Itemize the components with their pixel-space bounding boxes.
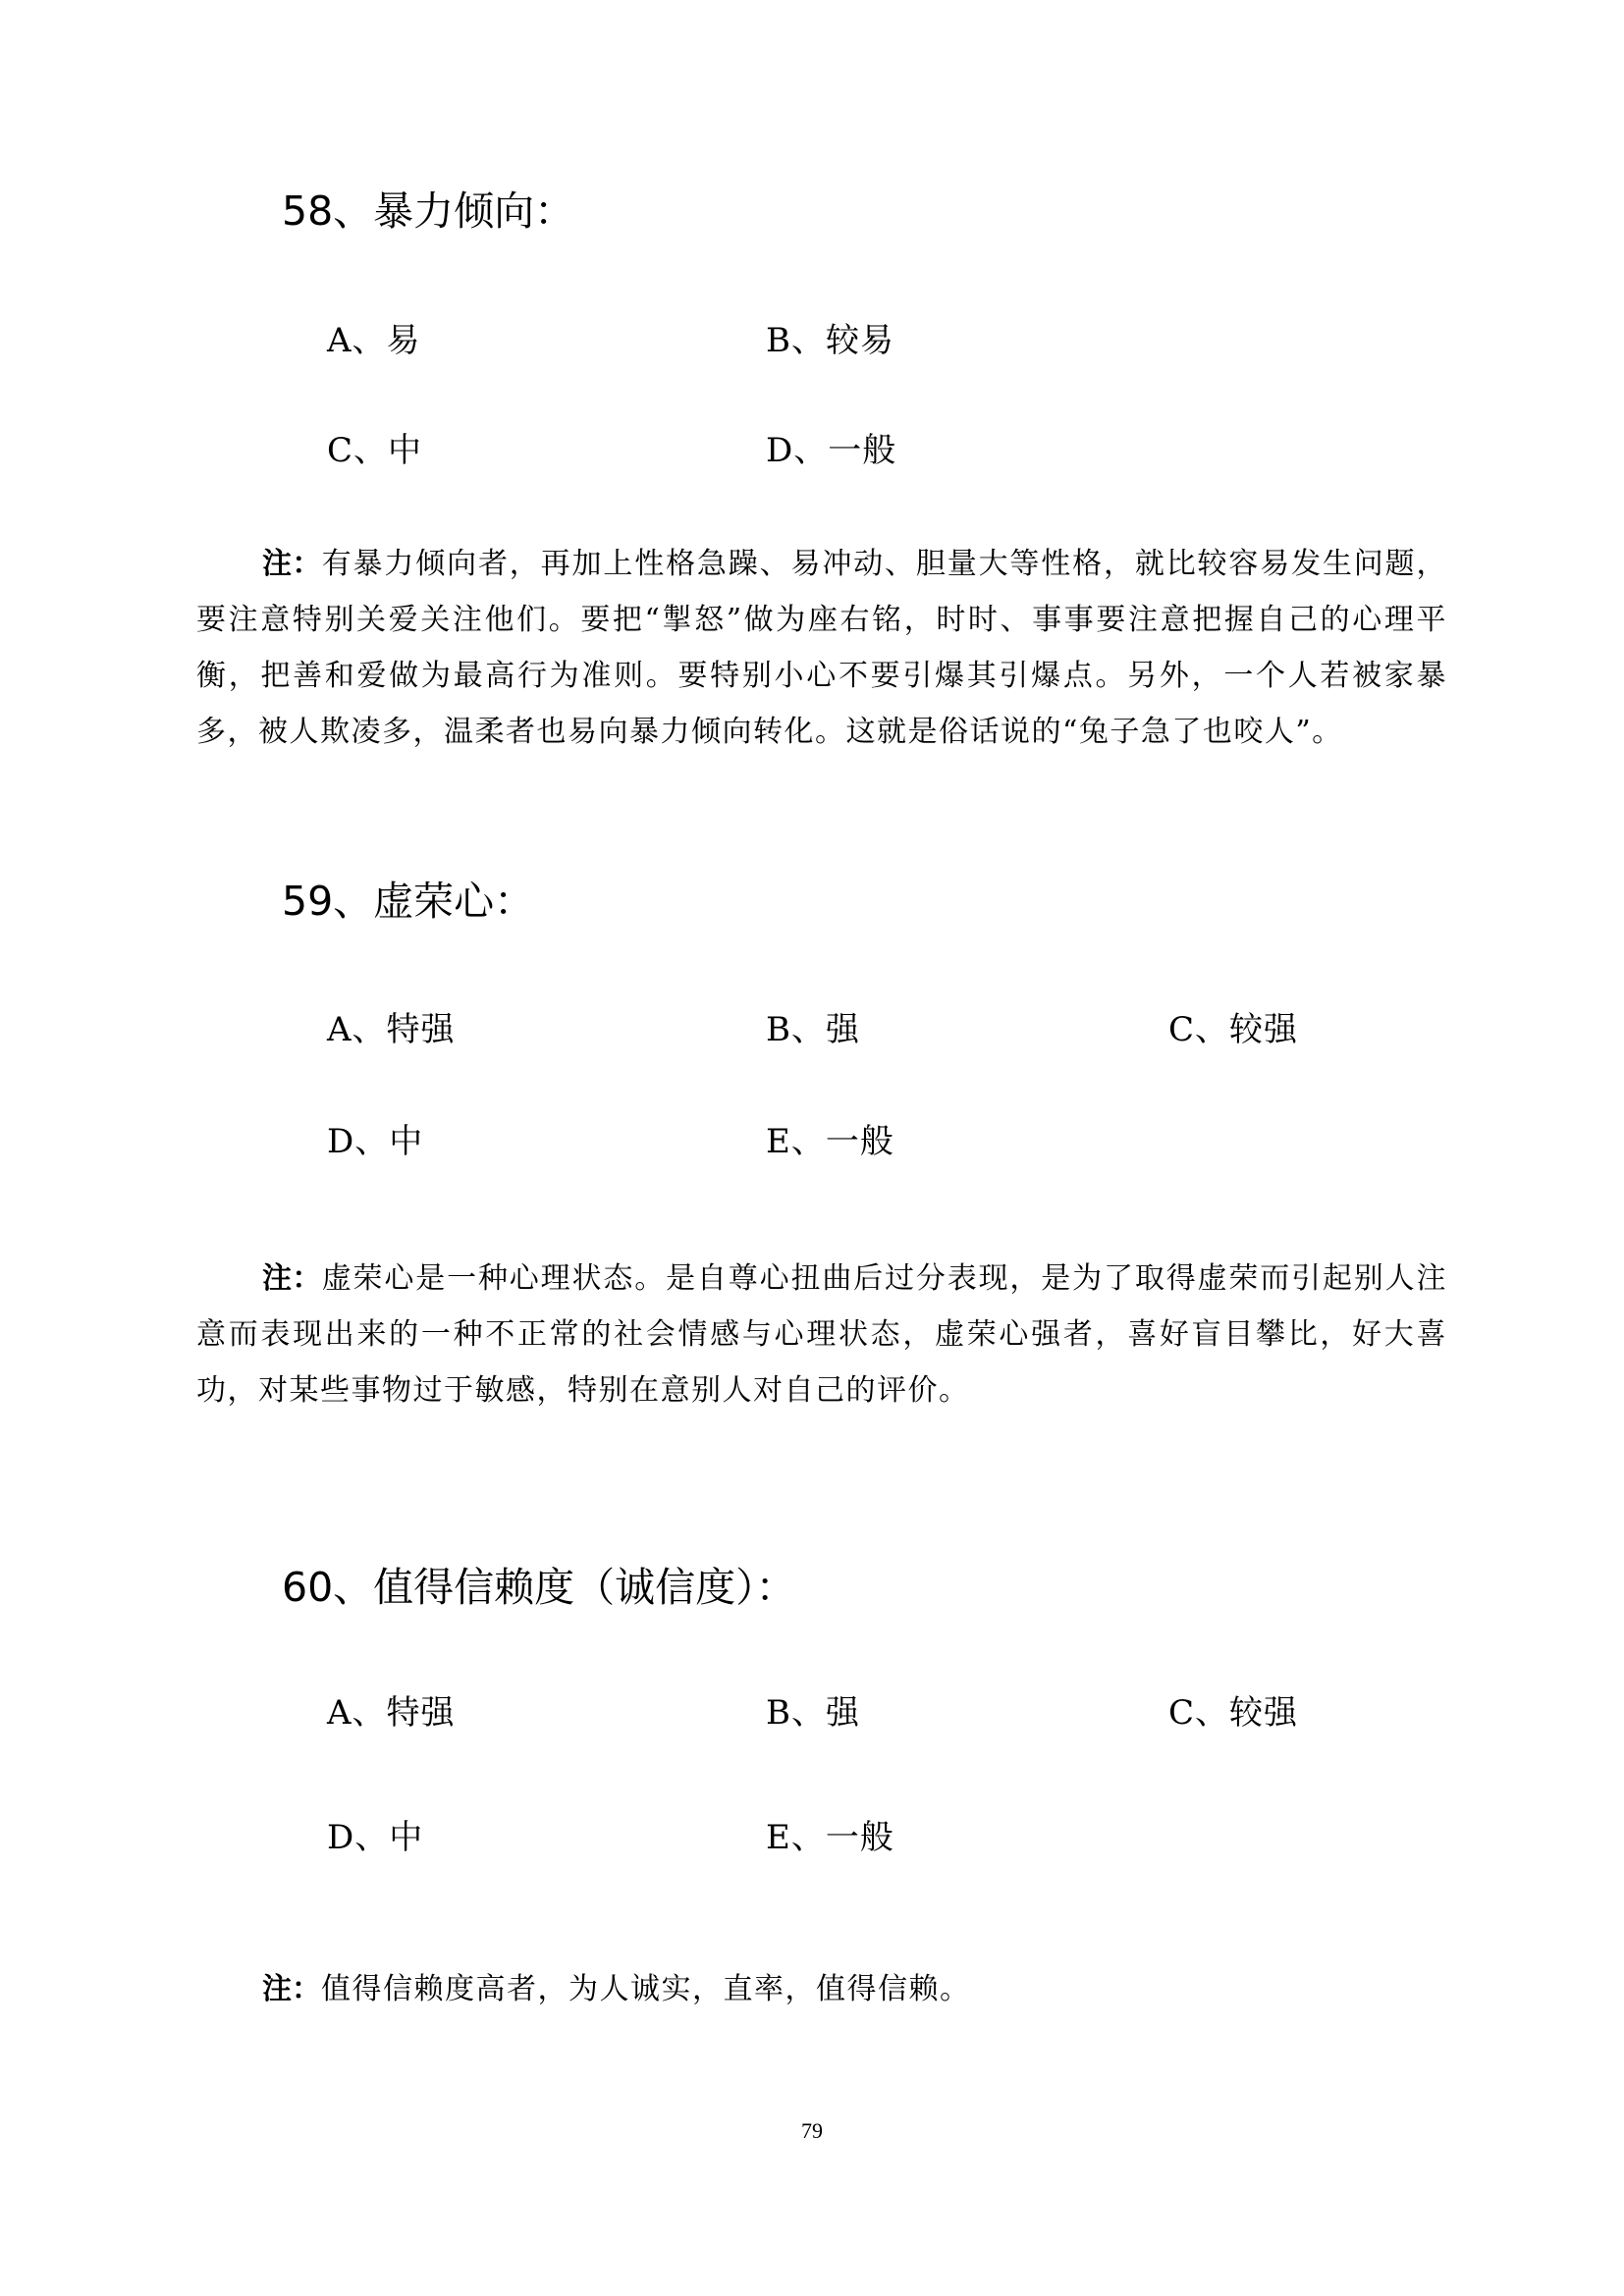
question-58-note [196, 536, 1447, 760]
question-59-option-c: C、较强 [1168, 1010, 1299, 1049]
question-59-title: 59、虚荣心： [282, 878, 535, 925]
question-60-option-b: B、强 [766, 1693, 860, 1733]
question-58-note-text: 有暴力倾向者，再加上性格急躁、易冲动、胆量大等性格，就比较容易发生问题，要注意特别关爱关注他们。要把“掣怒”做为座右铭，时时、事事要注意把握自己的心理平衡，把善和爱做为最高行为准则。要特别小心不要引爆其引爆点。另外，一个人若被家暴多，被人欺凌多，温柔者也易向暴力倾向转化。这就是俗话说的“兔子急了也咬人”。 [196, 547, 1447, 749]
question-60-option-e: E、一般 [766, 1818, 894, 1857]
question-58-note-label: 注： [262, 547, 322, 581]
question-58-option-b: B、较易 [766, 321, 894, 360]
question-60-note-text: 值得信赖度高者，为人诚实，直率，值得信赖。 [321, 1972, 971, 2006]
question-58-option-a: A、易 [327, 321, 421, 360]
question-59-note-text: 虚荣心是一种心理状态。是自尊心扭曲后过分表现，是为了取得虚荣而引起别人注意而表现出来的一种不正常的社会情感与心理状态，虚荣心强者，喜好盲目攀比，好大喜功，对某些事物过于敏感，特别在意别人对自己的评价。 [196, 1261, 1447, 1408]
question-60-option-c: C、较强 [1168, 1693, 1299, 1733]
question-60-option-d: D、中 [327, 1818, 424, 1857]
question-59-option-a: A、特强 [327, 1010, 456, 1049]
question-60-title: 60、值得信赖度（诚信度）： [282, 1564, 796, 1611]
question-59-note-label: 注： [262, 1261, 322, 1296]
question-59-note [196, 1251, 1447, 1418]
question-59-option-e: E、一般 [766, 1122, 894, 1161]
question-60-note-label: 注： [262, 1972, 321, 2006]
question-58-title: 58、暴力倾向： [282, 187, 575, 235]
question-59-option-d: D、中 [327, 1122, 424, 1161]
question-60-option-a: A、特强 [327, 1693, 456, 1733]
question-58-option-c: C、中 [327, 431, 423, 470]
question-58-option-d: D、一般 [766, 431, 897, 470]
page-number: 79 [801, 2118, 823, 2143]
question-59-option-b: B、强 [766, 1010, 860, 1049]
question-60-note [196, 1961, 1447, 2017]
